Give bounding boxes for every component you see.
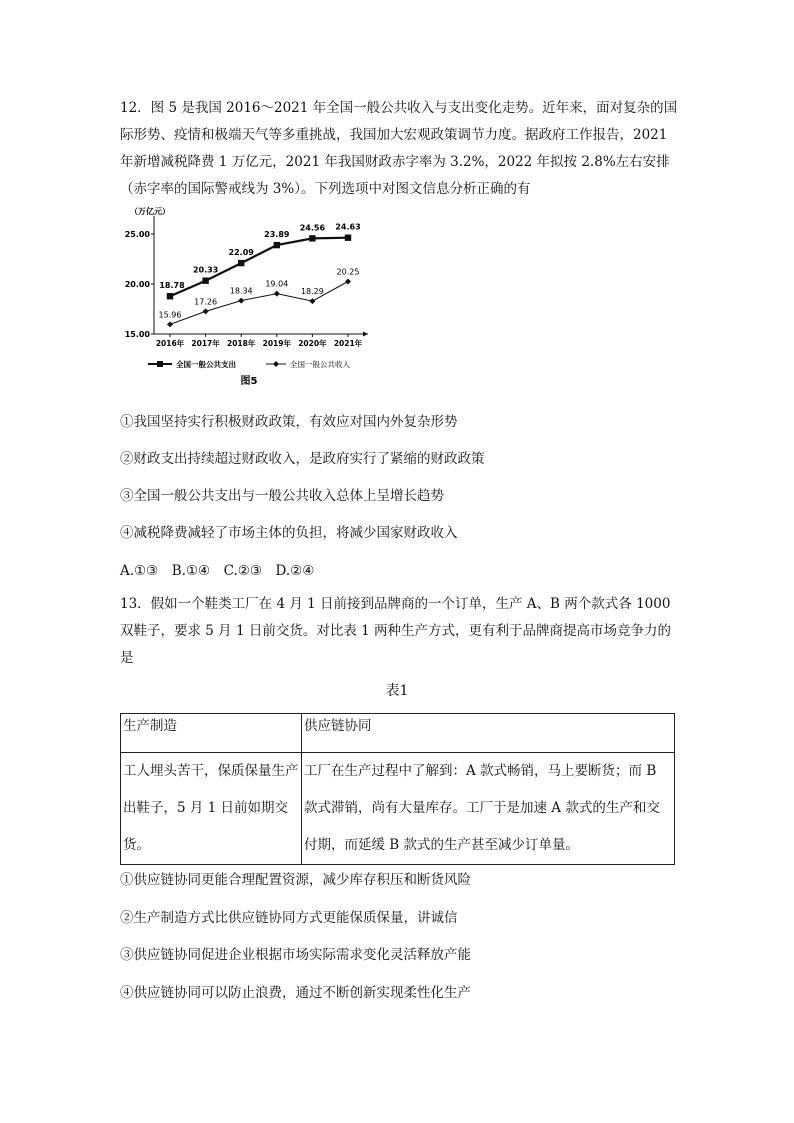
data-point-revenue <box>203 308 209 314</box>
data-point-expenditure <box>202 278 208 284</box>
legend-label-revenue: 全国一般公共收入 <box>290 360 350 369</box>
data-label: 17.26 <box>194 297 218 307</box>
data-point-expenditure <box>309 235 315 241</box>
q13-option-4: ④供应链协同可以防止浪费，通过不断创新实现柔性化生产 <box>120 985 471 1001</box>
data-point-revenue <box>167 321 173 327</box>
y-tick-label: 25.00 <box>124 230 150 239</box>
chart-series <box>159 223 361 328</box>
legend-label-expenditure: 全国一般公共支出 <box>176 360 236 369</box>
data-point-expenditure <box>345 235 351 241</box>
y-tick-label: 15.00 <box>124 330 150 339</box>
legend-marker-revenue <box>273 361 279 367</box>
q13-option-1: ①供应链协同更能合理配置资源，减少库存积压和断货风险 <box>120 872 471 888</box>
x-axis-arrow <box>363 332 368 337</box>
data-point-expenditure <box>274 242 280 248</box>
data-label: 18.29 <box>300 287 324 297</box>
table-header-supply-chain: 供应链协同 <box>302 714 675 753</box>
x-tick-label: 2016年 <box>155 339 185 348</box>
table-caption: 表1 <box>385 683 409 699</box>
data-point-revenue <box>238 298 244 304</box>
table-cell-supply-chain: 工厂在生产过程中了解到：A 款式畅销，马上要断货；而 B 款式滞销，尚有大量库存。工厂于是加速 A 款式的生产和交付期，而延缓 B 款式的生产甚至减少订单量。 <box>302 753 675 865</box>
x-tick-label: 2020年 <box>298 339 327 348</box>
figure-5-line-chart <box>118 200 380 390</box>
data-point-expenditure <box>238 260 244 266</box>
table-cell-production: 工人埋头苦干，保质保量生产出鞋子，5 月 1 日前如期交货。 <box>121 753 302 865</box>
figure-label: 图5 <box>240 376 258 387</box>
legend-marker-expenditure <box>157 361 163 367</box>
q12-option-2: ②财政支出持续超过财政收入，是政府实行了紧缩的财政政策 <box>120 451 485 467</box>
data-label: 20.25 <box>336 267 360 277</box>
data-label: 20.33 <box>192 265 219 275</box>
q12-option-1: ①我国坚持实行积极财政政策，有效应对国内外复杂形势 <box>120 414 458 430</box>
data-label: 24.56 <box>299 223 326 233</box>
q13-option-3: ③供应链协同促进企业根据市场实际需求变化灵活释放产能 <box>120 947 471 963</box>
data-point-revenue <box>345 279 351 285</box>
data-point-expenditure <box>167 293 173 299</box>
data-point-revenue <box>309 298 315 304</box>
data-label: 22.09 <box>228 248 254 258</box>
data-label: 18.34 <box>229 286 253 296</box>
data-label: 24.63 <box>335 222 361 232</box>
y-tick-label: 20.00 <box>124 280 150 289</box>
data-point-revenue <box>274 291 280 297</box>
x-tick-label: 2019年 <box>262 339 291 348</box>
chart-unit-label: （万亿元） <box>130 207 170 216</box>
chart-legend <box>148 359 350 369</box>
table-header-row <box>121 714 675 753</box>
x-tick-label: 2018年 <box>227 339 256 348</box>
data-label: 23.89 <box>264 230 290 240</box>
q12-option-4: ④减税降费减轻了市场主体的负担，将减少国家财政收入 <box>120 525 458 541</box>
x-tick-label: 2021年 <box>333 339 363 348</box>
q12-option-3: ③全国一般公共支出与一般公共收入总体上呈增长趋势 <box>120 488 444 504</box>
data-label: 15.96 <box>158 310 182 320</box>
q12-answer-choices: A.①③ B.①④ C.②③ D.②④ <box>120 563 315 579</box>
x-tick-label: 2017年 <box>191 339 220 348</box>
table-row <box>121 753 675 865</box>
data-label: 19.04 <box>265 279 289 289</box>
question-13-stem: 13．假如一个鞋类工厂在 4 月 1 日前接到品牌商的一个订单，生产 A、B 两个款式各 1000 双鞋子，要求 5 月 1 日前交货。对比表 1 两种生产方式，更有利于品牌商提高市场竞争力的是 <box>120 596 672 666</box>
data-label: 18.78 <box>159 281 185 291</box>
comparison-table <box>120 713 675 865</box>
q13-option-2: ②生产制造方式比供应链协同方式更能保质保量，讲诚信 <box>120 910 458 926</box>
table-header-production: 生产制造 <box>121 714 302 753</box>
question-12-stem: 12．图 5 是我国 2016～2021 年全国一般公共收入与支出变化走势。近年来，面对复杂的国际形势、疫情和极端天气等多重挑战，我国加大宏观政策调节力度。据政府工作报告，2021 年新增减税降费 1 万亿元，2021 年我国财政赤字率为 3.2%，2022 年拟按 2.8%左右安排（赤字率的国际警戒线为 3%）。下列选项中对图文信息分析正确的有 <box>120 100 678 197</box>
